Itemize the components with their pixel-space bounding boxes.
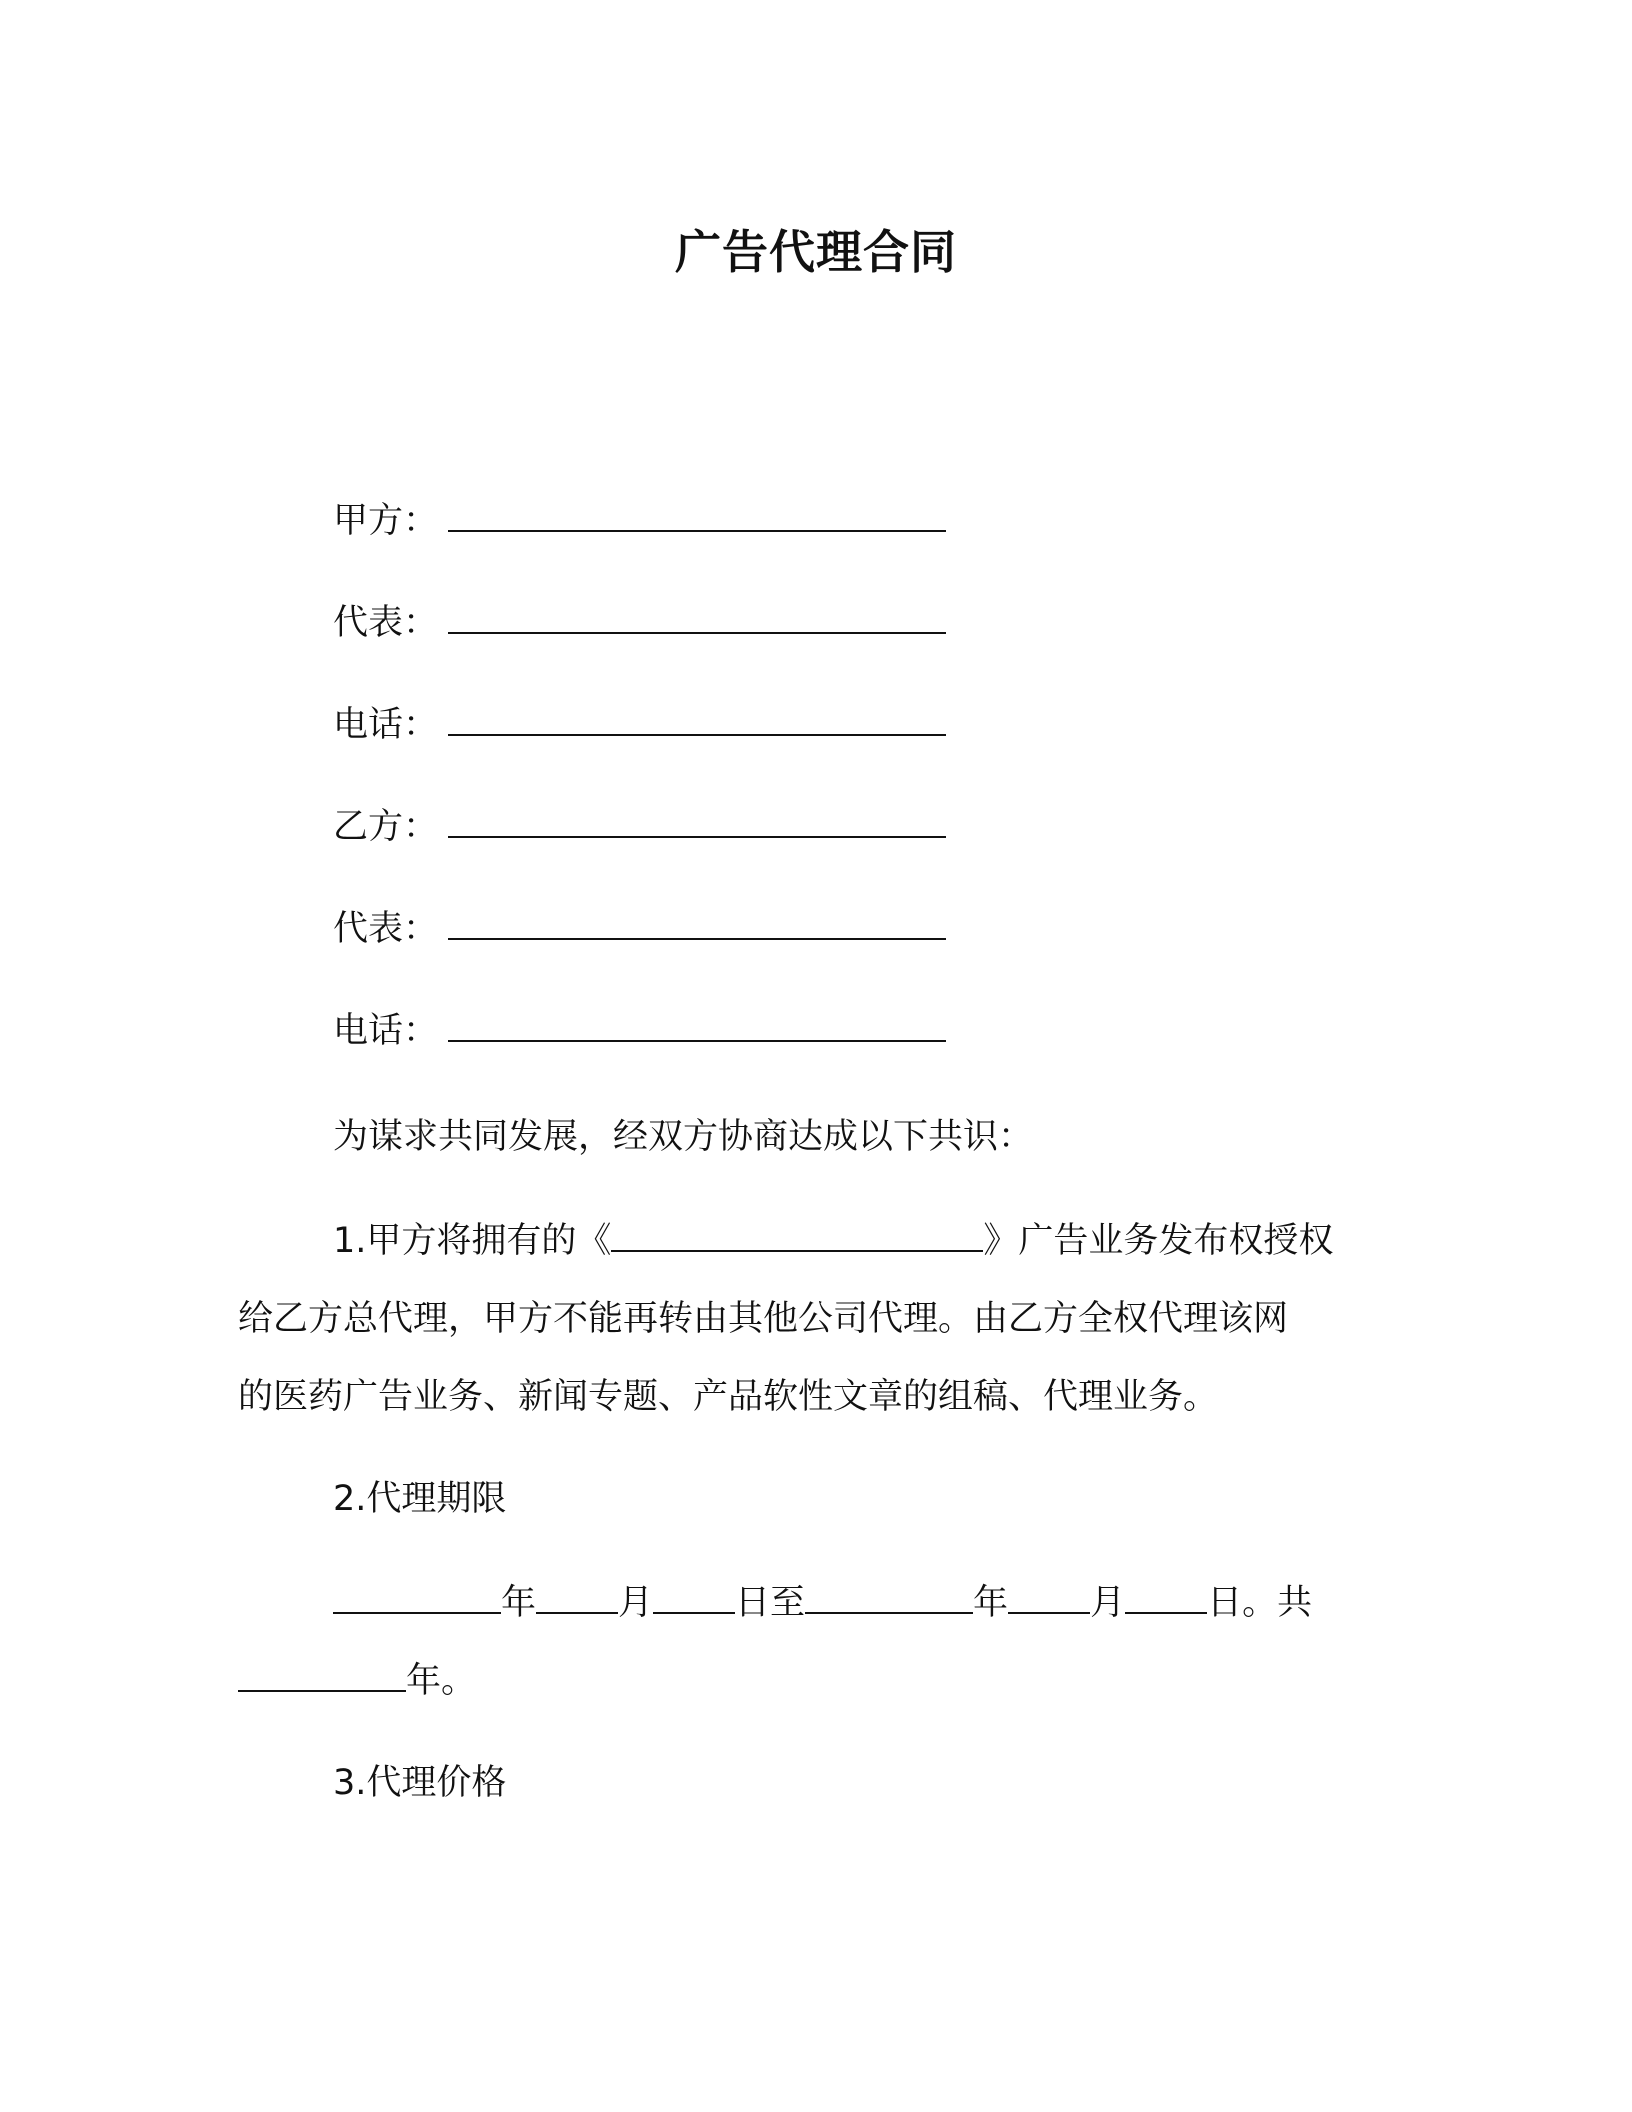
clause1-line2: 给乙方总代理，甲方不能再转由其他公司代理。由乙方全权代理该网 [238,1299,1289,1339]
party-b-phone-field [333,1006,946,1056]
party-a-field [333,496,946,546]
party-a-rep-field [333,598,946,648]
party-b-field [333,802,946,852]
clause1-line3: 的医药广告业务、新闻专题、产品软性文章的组稿、代理业务。 [238,1377,1219,1417]
end-day-unit: 日。共 [1207,1583,1313,1623]
party-a-label: 甲方： [333,501,439,541]
start-year-unit: 年 [501,1583,537,1623]
document-title: 广告代理合同 [675,225,957,279]
party-b-blank [448,802,946,838]
total-years-blank [238,1656,406,1692]
party-b-rep-label: 代表： [333,909,439,949]
party-b-rep-field [333,904,946,954]
party-a-rep-blank [448,598,946,634]
party-a-rep-label: 代表： [333,603,439,643]
start-month-unit: 月 [618,1583,654,1623]
intro-paragraph: 为谋求共同发展，经双方协商达成以下共识： [333,1117,1034,1157]
party-b-phone-blank [448,1006,946,1042]
start-day-unit: 日至 [735,1583,806,1623]
end-year-blank [805,1578,973,1614]
clause1-suffix: 》广告业务发布权授权 [983,1221,1334,1261]
clause2-date-line [333,1578,1312,1628]
clause3-heading: 3.代理价格 [333,1763,507,1803]
party-a-phone-blank [448,700,946,736]
clause1-prefix: 1.甲方将拥有的《 [333,1221,612,1261]
end-month-blank [1008,1578,1090,1614]
start-day-blank [653,1578,735,1614]
clause1-line1 [333,1216,1333,1266]
party-b-phone-label: 电话： [333,1011,439,1051]
party-b-label: 乙方： [333,807,439,847]
clause2-total-line [238,1656,476,1706]
total-years-unit: 年。 [406,1661,477,1701]
clause2-heading: 2.代理期限 [333,1479,507,1519]
party-a-phone-label: 电话： [333,705,439,745]
party-a-blank [448,496,946,532]
party-a-phone-field [333,700,946,750]
start-month-blank [536,1578,618,1614]
party-b-rep-blank [448,904,946,940]
start-year-blank [333,1578,501,1614]
end-month-unit: 月 [1090,1583,1126,1623]
end-day-blank [1125,1578,1207,1614]
publication-name-blank [611,1216,983,1252]
end-year-unit: 年 [973,1583,1009,1623]
